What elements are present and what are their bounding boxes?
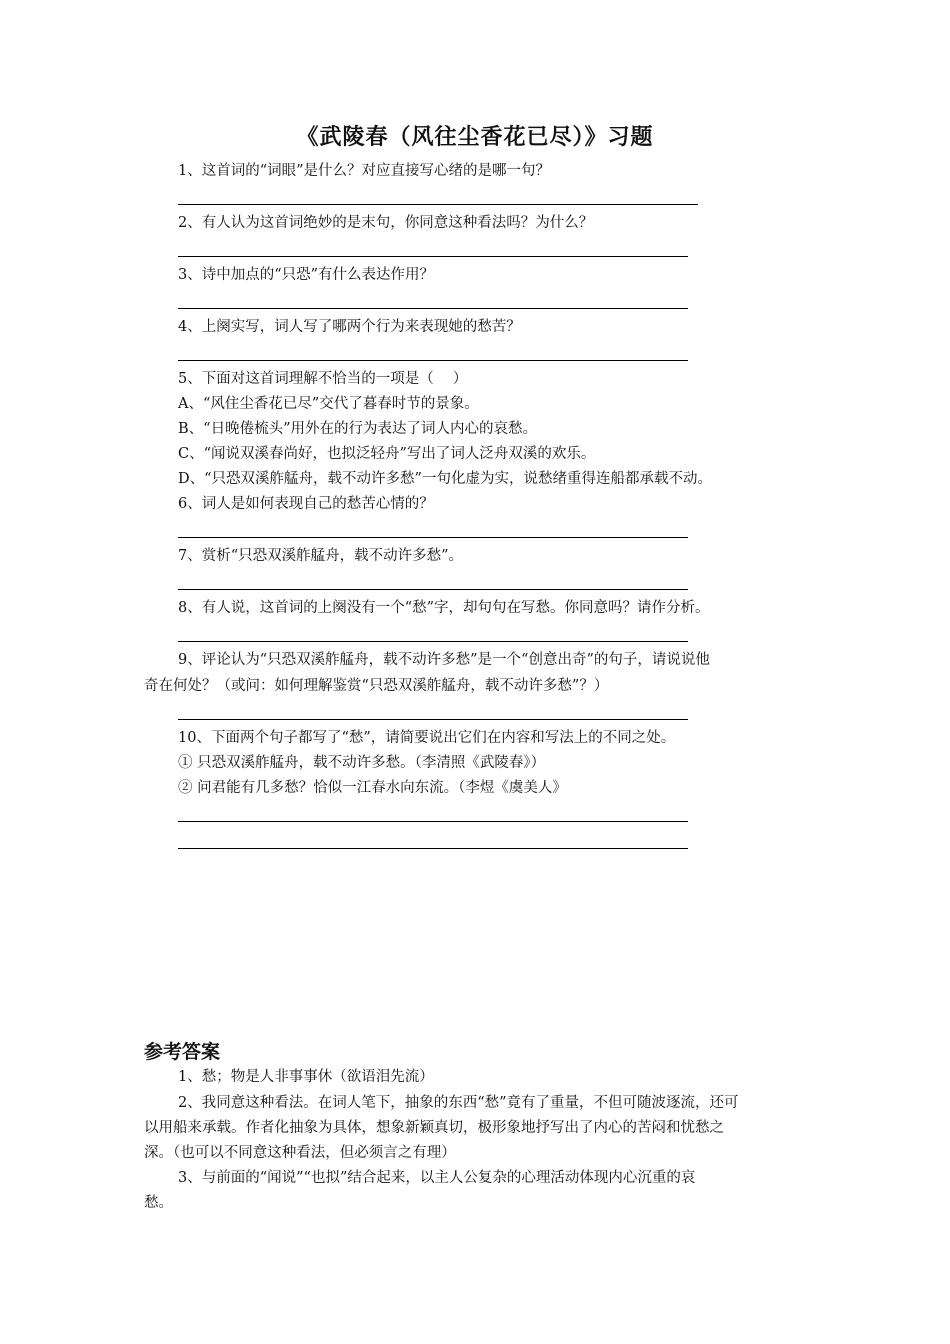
answer-line-2 [178,256,688,257]
answer-2-line-1: 2、我同意这种看法。在词人笔下，抽象的东西“愁”竟有了重量，不但可随波逐流，还可 [178,1095,739,1111]
question-5-option-d: D、“只恐双溪舴艋舟，载不动许多愁”一句化虚为实，说愁绪重得连船都承载不动。 [178,471,712,487]
question-8: 8、有人说，这首词的上阕没有一个“愁”字，却句句在写愁。你同意吗？请作分析。 [178,600,710,616]
question-5-option-c: C、“闻说双溪春尚好，也拟泛轻舟”写出了词人泛舟双溪的欢乐。 [178,446,596,462]
question-9-line-2: 奇在何处？（或问：如何理解鉴赏“只恐双溪舴艋舟，载不动许多愁”？） [144,678,609,694]
answer-line-6 [178,537,688,538]
answer-2-line-3: 深。（也可以不同意这种看法，但必须言之有理） [144,1145,456,1161]
question-5-option-b: B、“日晚倦梳头”用外在的行为表达了词人内心的哀愁。 [178,421,537,437]
question-7: 7、赏析“只恐双溪舴艋舟，载不动许多愁”。 [178,548,464,564]
answer-1: 1、愁；物是人非事事休（欲语泪先流） [178,1069,434,1085]
answer-line-9 [178,719,688,720]
question-9-line-1: 9、评论认为“只恐双溪舴艋舟，载不动许多愁”是一个“创意出奇”的句子，请说说他 [178,652,710,668]
question-10-sentence-2: ② 问君能有几多愁？恰似一江春水向东流。（李煜《虞美人》 [178,780,567,796]
answer-2-line-2: 以用船来承载。作者化抽象为具体，想象新颖真切，极形象地抒写出了内心的苦闷和忧愁之 [144,1120,724,1136]
page-title: 《武陵春（风往尘香花已尽）》习题 [296,125,654,150]
answers-heading: 参考答案 [144,1041,221,1063]
question-5: 5、下面对这首词理解不恰当的一项是（ ） [178,371,468,387]
answer-line-4 [178,360,688,361]
question-5-option-a: A、“风住尘香花已尽”交代了暮春时节的景象。 [178,396,479,412]
question-10: 10、下面两个句子都写了“愁”，请简要说出它们在内容和写法上的不同之处。 [178,730,676,746]
answer-line-1 [178,204,698,205]
question-2: 2、有人认为这首词绝妙的是末句，你同意这种看法吗？为什么？ [178,215,594,231]
question-3: 3、诗中加点的“只恐”有什么表达作用？ [178,267,435,283]
question-10-sentence-1: ① 只恐双溪舴艋舟，载不动许多愁。（李清照《武陵春》） [178,755,546,771]
question-4: 4、上阕实写，词人写了哪两个行为来表现她的愁苦？ [178,319,521,335]
answer-line-7 [178,589,688,590]
answer-line-8 [178,641,688,642]
answer-3-line-2: 愁。 [144,1195,173,1211]
answer-line-10a [178,821,688,822]
question-1: 1、这首词的“词眼”是什么？对应直接写心绪的是哪一句？ [178,163,551,179]
answer-line-3 [178,308,688,309]
question-6: 6、词人是如何表现自己的愁苦心情的？ [178,496,434,512]
answer-3-line-1: 3、与前面的“闻说”“也拟”结合起来，以主人公复杂的心理活动体现内心沉重的哀 [178,1170,696,1186]
answer-line-10b [178,848,688,849]
